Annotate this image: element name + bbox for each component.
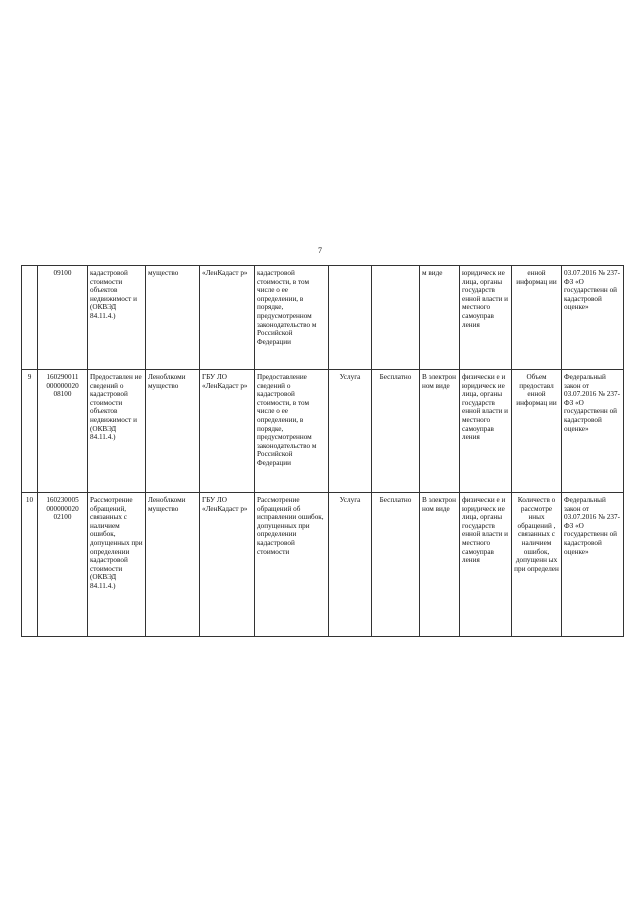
service-name: Предоставлен ие сведений о кадастровой стоимости объектов недвижимост и (ОКВЭД 84.11.4.) bbox=[88, 370, 146, 493]
row-number: 9 bbox=[22, 370, 38, 493]
table-row bbox=[22, 370, 624, 493]
recipients-cell: физически е и юридическ ие лица, органы государств енной власти и местного самоуправ ления bbox=[460, 493, 512, 637]
institution-cell: ГБУ ЛО «ЛенКадаст р» bbox=[200, 370, 255, 493]
recipients-cell: юридическ ие лица, органы государств енной власти и местного самоуправ ления bbox=[460, 266, 512, 370]
service-code: 09100 bbox=[38, 266, 88, 370]
authority-cell: Леноблкоми мущество bbox=[146, 493, 200, 637]
authority-cell: мущество bbox=[146, 266, 200, 370]
delivery-form: В электрон ном виде bbox=[420, 493, 460, 637]
indicator-cell: Количеств о рассмотре нных обращений , связанных с наличием ошибок, допущенн ых при определен bbox=[512, 493, 562, 637]
row-number bbox=[22, 266, 38, 370]
indicator-cell: Объем предоставл енной информац ии bbox=[512, 370, 562, 493]
payment-cell: Бесплатно bbox=[372, 370, 420, 493]
indicator-cell: енной информац ии bbox=[512, 266, 562, 370]
legal-basis: Федеральный закон от 03.07.2016 № 237-ФЗ «О государственн ой кадастровой оценке» bbox=[562, 370, 624, 493]
delivery-form: м виде bbox=[420, 266, 460, 370]
service-type: Услуга bbox=[329, 370, 372, 493]
delivery-form: В электрон ном виде bbox=[420, 370, 460, 493]
service-code: 160230005 000000020 02100 bbox=[38, 493, 88, 637]
institution-cell: ГБУ ЛО «ЛенКадаст р» bbox=[200, 493, 255, 637]
service-type: Услуга bbox=[329, 493, 372, 637]
payment-cell bbox=[372, 266, 420, 370]
service-content: Предоставление сведений о кадастровой стоимости, в том числе о ее определении, в порядке, предусмотренном законодательство м Российской Федерации bbox=[255, 370, 329, 493]
payment-cell: Бесплатно bbox=[372, 493, 420, 637]
service-content: кадастровой стоимости, в том числе о ее определении, в порядке, предусмотренном законодательство м Российской Федерации bbox=[255, 266, 329, 370]
services-registry-table bbox=[21, 265, 624, 637]
row-number: 10 bbox=[22, 493, 38, 637]
recipients-cell: физически е и юридическ ие лица, органы государств енной власти и местного самоуправ ления bbox=[460, 370, 512, 493]
service-code: 160290011 000000020 08100 bbox=[38, 370, 88, 493]
service-name: Рассмотрение обращений, связанных с наличием ошибок, допущенных при определении кадастровой стоимости (ОКВЭД 84.11.4.) bbox=[88, 493, 146, 637]
service-type bbox=[329, 266, 372, 370]
institution-cell: «ЛенКадаст р» bbox=[200, 266, 255, 370]
service-name: кадастровой стоимости объектов недвижимост и (ОКВЭД 84.11.4.) bbox=[88, 266, 146, 370]
legal-basis: 03.07.2016 № 237-ФЗ «О государственн ой кадастровой оценке» bbox=[562, 266, 624, 370]
service-content: Рассмотрение обращений об исправлении ошибок, допущенных при определении кадастровой стоимости bbox=[255, 493, 329, 637]
authority-cell: Леноблкоми мущество bbox=[146, 370, 200, 493]
legal-basis: Федеральный закон от 03.07.2016 № 237-ФЗ «О государственн ой кадастровой оценке» bbox=[562, 493, 624, 637]
table-row bbox=[22, 493, 624, 637]
table-row bbox=[22, 266, 624, 370]
page-number: 7 bbox=[318, 246, 322, 255]
